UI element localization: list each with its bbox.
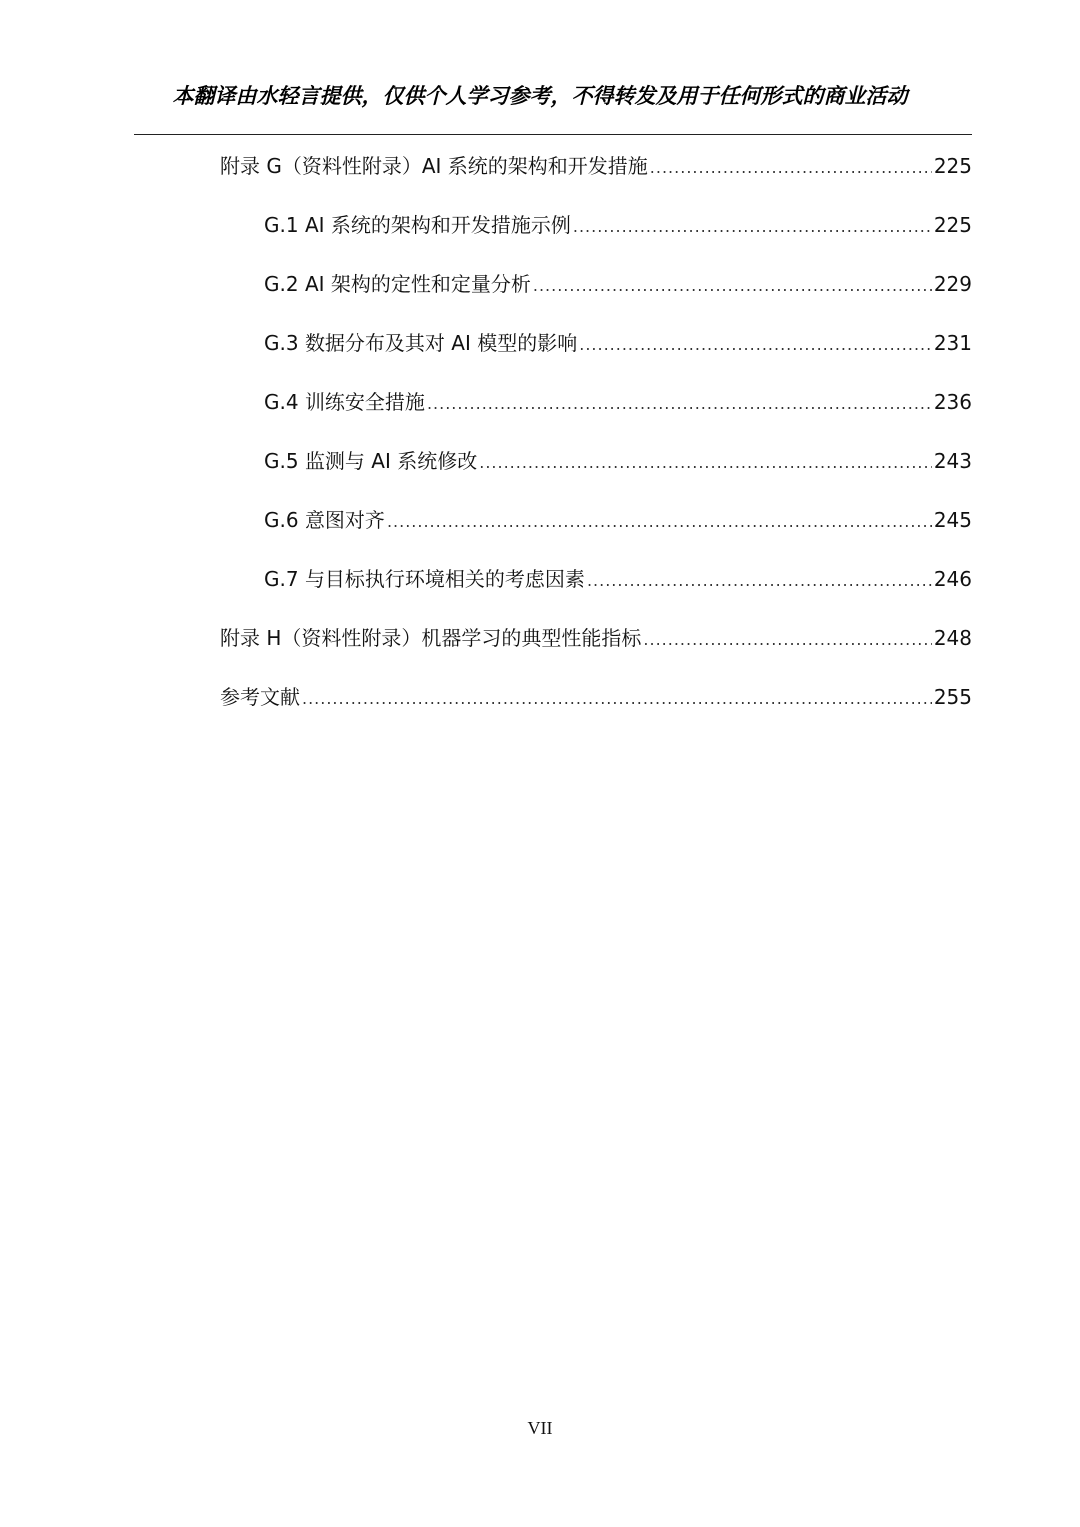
toc-entry-title: 附录 H（资料性附录）机器学习的典型性能指标: [220, 626, 642, 650]
toc-entry-g4[interactable]: [264, 384, 972, 420]
toc-entry-title: G.5 监测与 AI 系统修改: [264, 449, 478, 473]
toc-entry-page: 245: [933, 508, 972, 532]
toc-dot-leader: [573, 209, 932, 245]
toc-dot-leader: [533, 268, 932, 304]
toc-dot-leader: [650, 150, 932, 186]
toc-entry-g6[interactable]: [264, 502, 972, 538]
toc-entry-page: 236: [933, 390, 972, 414]
toc-dot-leader: [479, 445, 932, 481]
toc-entry-page: 255: [933, 685, 972, 709]
toc-dot-leader: [643, 622, 931, 658]
toc-dot-leader: [387, 504, 932, 540]
toc-dot-leader: [587, 563, 932, 599]
toc-entry-title: G.4 训练安全措施: [264, 390, 425, 414]
toc-dot-leader: [579, 327, 932, 363]
toc-dot-leader: [427, 386, 932, 422]
page-header-notice: 本翻译由水轻言提供，仅供个人学习参考，不得转发及用于任何形式的商业活动: [172, 84, 908, 108]
toc-entry-title: G.1 AI 系统的架构和开发措施示例: [264, 213, 571, 237]
toc-entry-title: 参考文献: [220, 685, 300, 709]
toc-entry-appendix-h[interactable]: [220, 620, 972, 656]
toc-entry-references[interactable]: [220, 679, 972, 715]
toc-entry-title: G.2 AI 架构的定性和定量分析: [264, 272, 531, 296]
toc-entry-appendix-g[interactable]: [220, 148, 972, 184]
page-number: VII: [527, 1418, 553, 1438]
toc-entry-page: 231: [933, 331, 972, 355]
toc-entry-g2[interactable]: [264, 266, 972, 302]
header-divider: [134, 134, 972, 135]
toc-entry-g1[interactable]: [264, 207, 972, 243]
toc-entry-page: 248: [933, 626, 972, 650]
toc-entry-title: G.3 数据分布及其对 AI 模型的影响: [264, 331, 578, 355]
toc-entry-title: G.7 与目标执行环境相关的考虑因素: [264, 567, 585, 591]
toc-entry-page: 225: [933, 154, 972, 178]
toc-entry-page: 229: [933, 272, 972, 296]
toc-entry-page: 246: [933, 567, 972, 591]
toc-entry-g7[interactable]: [264, 561, 972, 597]
toc-dot-leader: [302, 681, 932, 717]
toc-entry-g5[interactable]: [264, 443, 972, 479]
toc-entry-title: G.6 意图对齐: [264, 508, 385, 532]
toc-entry-page: 225: [933, 213, 972, 237]
toc-entry-g3[interactable]: [264, 325, 972, 361]
toc-entry-page: 243: [933, 449, 972, 473]
toc-entry-title: 附录 G（资料性附录）AI 系统的架构和开发措施: [220, 154, 648, 178]
